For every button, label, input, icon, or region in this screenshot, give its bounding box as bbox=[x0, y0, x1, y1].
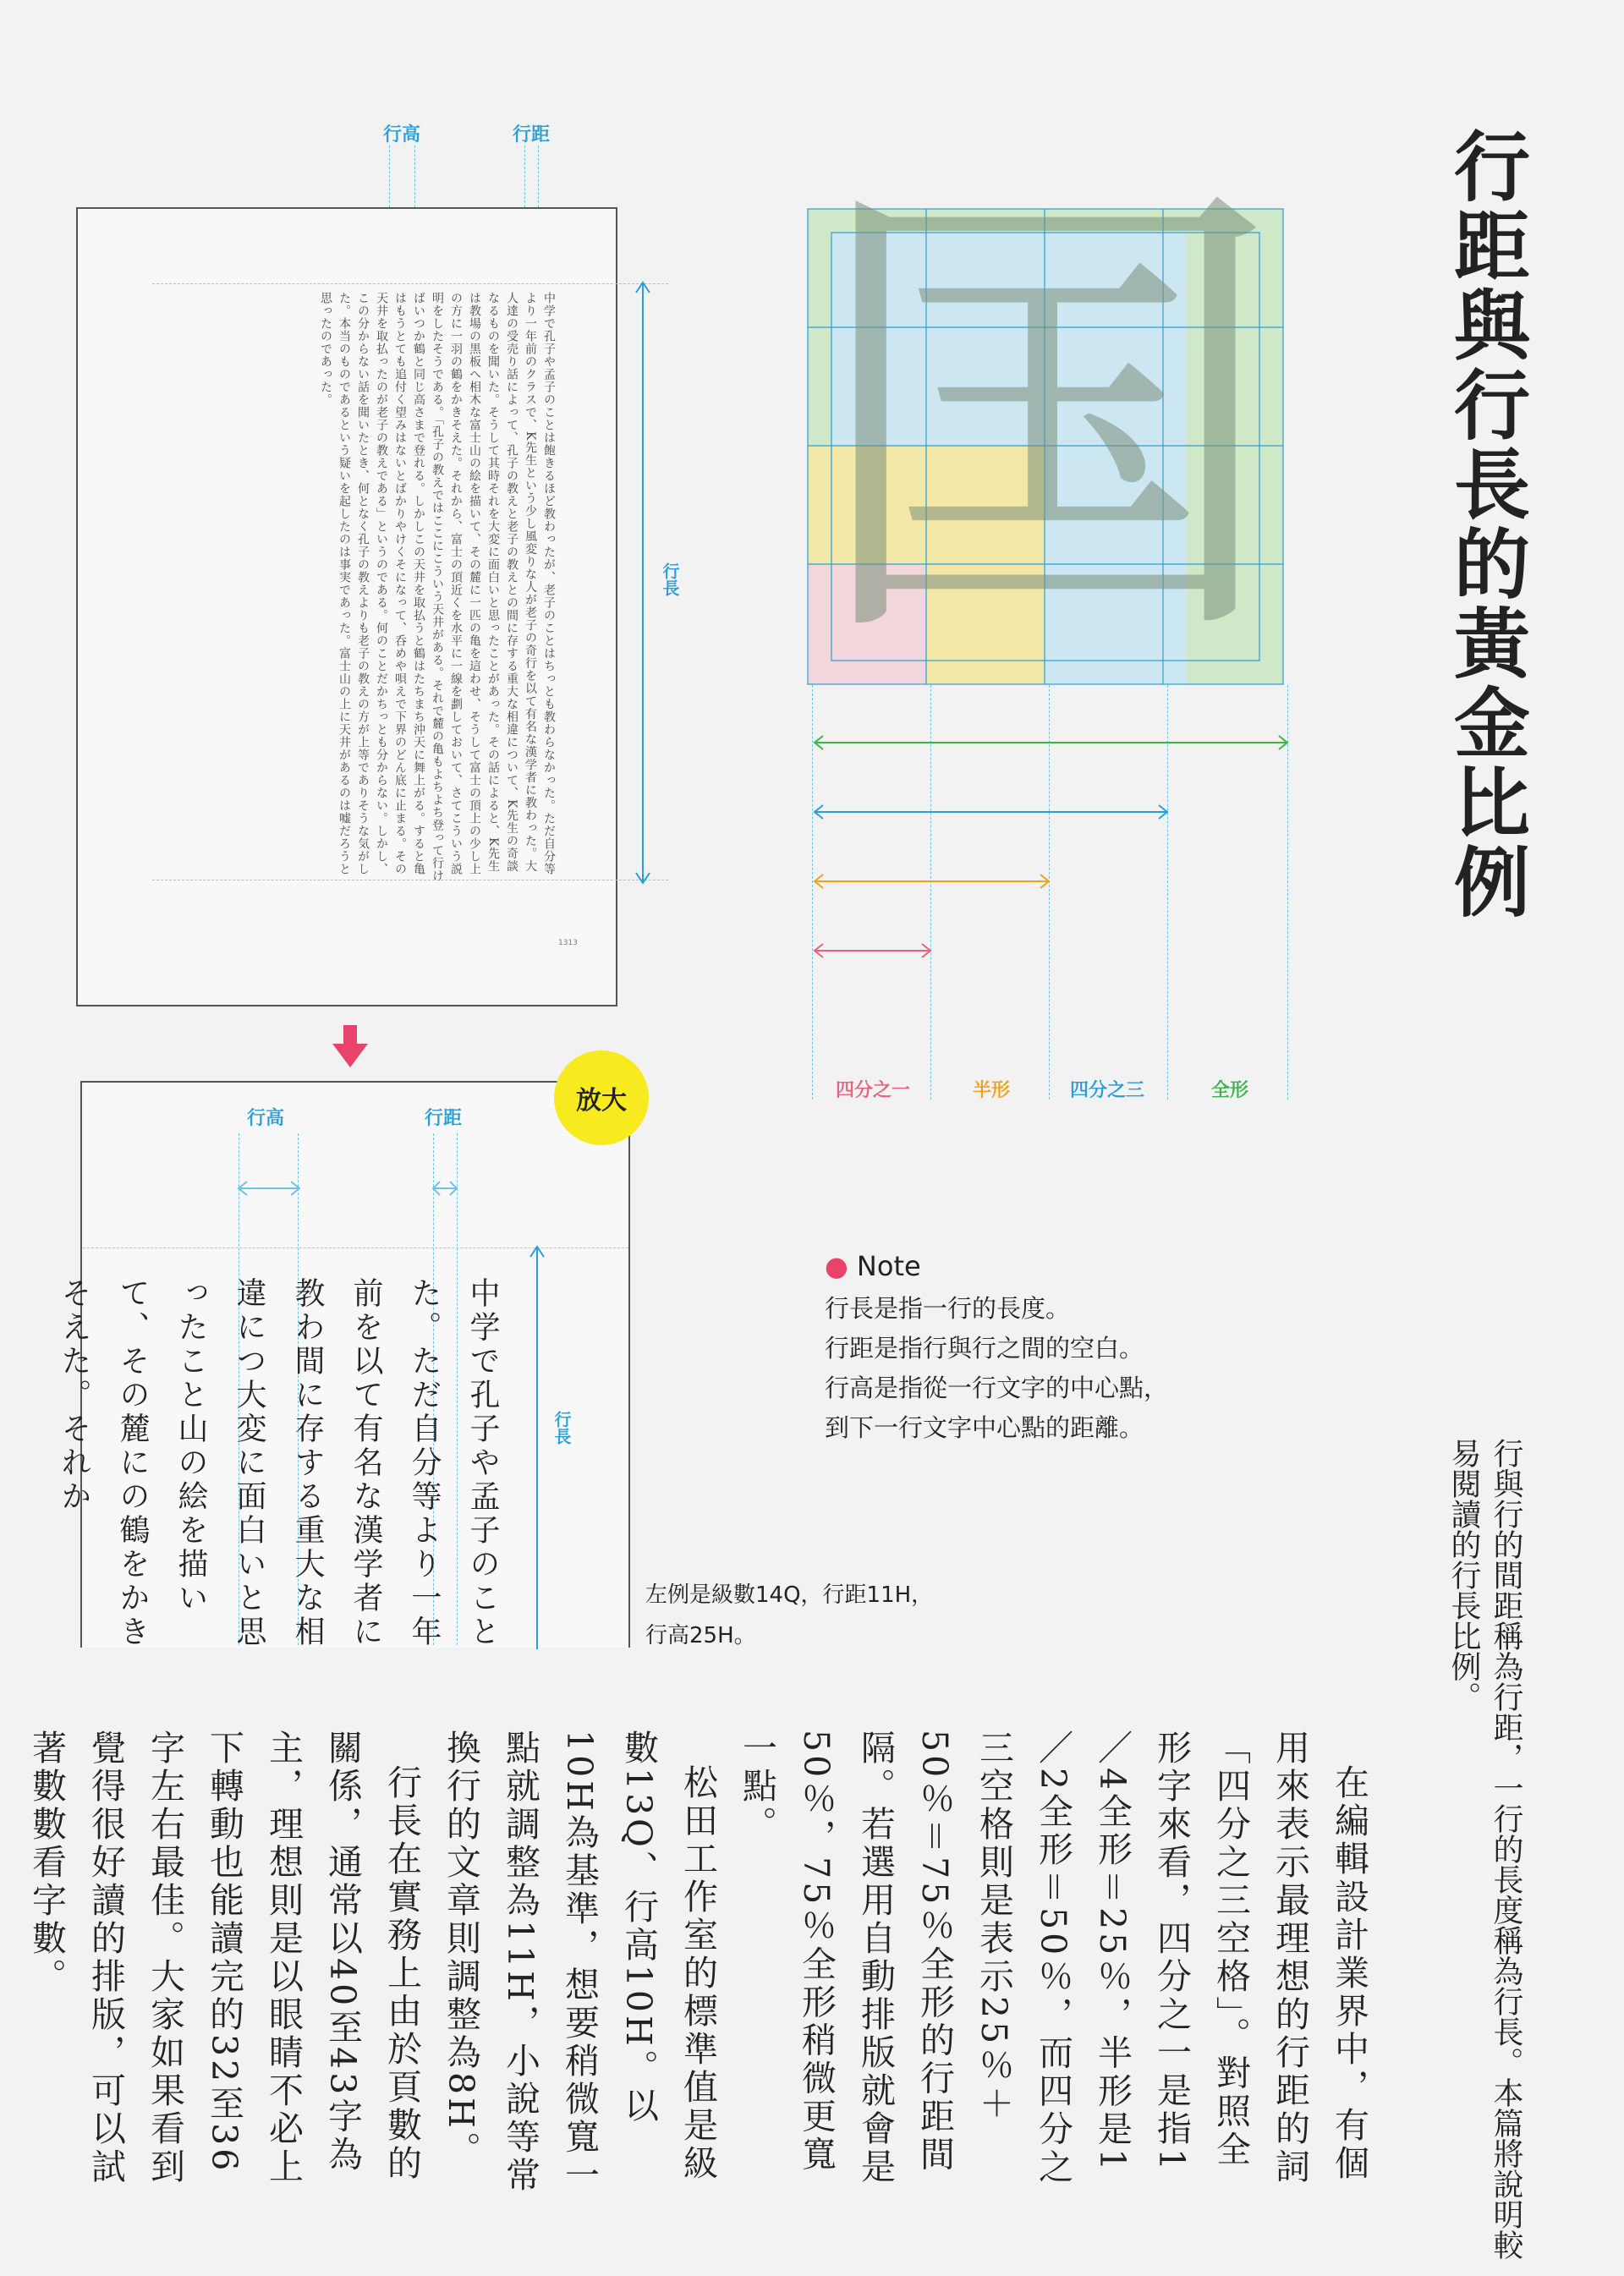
line-height-arrow bbox=[235, 1178, 303, 1198]
note-line: 行長是指一行的長度。 bbox=[825, 1294, 1071, 1323]
page-subtitle: 行與行的間距稱為行距，一行的長度稱為行長。本篇將說明較易閱讀的行長比例。 bbox=[1446, 1438, 1523, 2260]
sample-page-text: 中学で孔子や孟子のことは飽きるほど教わったが、老子のことはちっとも教わらなかった。ただ自分等より一年前のクラスで、K先生という少し風変りな人が老子の奇行を以て有名な漢学者に教わった。大人達の受売り話によって、孔子の教えと老子の教えとの間に存する重大な相違について、K先生の奇談なるものを聞いた。そうして其時それを大変に面白いと思ったことがあった。その話によると、K先生は教場の黒板へ相木な富士山の絵を描いて、その麓に一匹の亀を這わせ、そうして富士の頂上の少し上の方に一羽の鶴をかきそえた。それから、富士の頂近くを水平に一線を劃しておいて、さてこういう説明をしたそうである。「孔子の教えではここにこういう天井がある。それで麓の亀もよちよち登って行けばいつか鶴と同じ高さまで登れる。しかしこの天井を取払うと鶴はたちまち沖天に舞上がる。すると亀はもうとても追付く望みはないとばかりやけくそになって、呑めや唄えで下界のどん底に止まる。その天井を取払ったのが老子の教えである」というのである。何のことだかちっとも分からない。しかし、この分からない話を聞いたとき、何となく孔子の教えよりも老子の教えの方が上等でありそうな気がした。本当のものであるという疑いを起したのは事実であった。富士山の上に天井があるのは嘘だろうと思ったのであった。 bbox=[319, 292, 556, 882]
caption-line: 行高25H。 bbox=[645, 1623, 756, 1648]
line-length-arrow bbox=[524, 1243, 550, 1649]
zoomed-page-text: 中学で孔子や孟子のことた。ただ自分等より一年前を以て有名な漢学者に教わ間に存する重大な相違につ大変に面白いと思ったこと山の絵を描いて、その麓にの鶴をかきそえた。それか bbox=[57, 1277, 500, 1649]
page-number: 1313 bbox=[558, 939, 578, 947]
bullet-icon: ● bbox=[825, 1250, 848, 1282]
label-line-height: 行高 bbox=[383, 124, 421, 145]
label-line-height: 行高 bbox=[247, 1108, 285, 1129]
note-heading bbox=[825, 1250, 921, 1282]
body-text bbox=[26, 1730, 1379, 2203]
zoom-badge: 放大 bbox=[554, 1050, 649, 1145]
guide-line bbox=[152, 283, 668, 284]
label-line-length: 行長 bbox=[660, 562, 680, 596]
label-quarter: 四分之一 bbox=[836, 1080, 911, 1101]
note-heading-text: Note bbox=[856, 1250, 921, 1282]
page-title: 行距與行長的黃金比例 bbox=[1440, 127, 1529, 922]
label-line-length: 行長 bbox=[551, 1411, 572, 1445]
note-line: 到下一行文字中心點的距離。 bbox=[825, 1413, 1144, 1442]
body-paragraph: 行長在實務上由於頁數的關係，通常以40至43字為主，理想則是以眼睛不必上下轉動也能讀完的32至36字左右最佳。大家如果看到覺得很好讀的排版，可以試著數數看字數。 bbox=[26, 1730, 422, 2186]
body-paragraph: 在編輯設計業界中，有個用來表示最理想的行距的詞「四分之三空格」。對照全形字來看，四分之一是指1／4全形＝25％，半形是1／2全形＝50％，而四分之三空格則是表示25％＋50％＝75％全形的行距間隔。若選用自動排版就會是50％，75％全形稍微更寬一點。 bbox=[737, 1730, 1369, 2187]
label-half: 半形 bbox=[973, 1080, 1011, 1101]
glyph-grid-diagram bbox=[808, 146, 1283, 699]
label-line-spacing: 行距 bbox=[425, 1108, 463, 1129]
label-line-spacing: 行距 bbox=[513, 124, 551, 145]
figure-caption bbox=[645, 1575, 933, 1656]
note-line: 行高是指從一行文字的中心點， bbox=[825, 1374, 1169, 1402]
line-spacing-arrow bbox=[430, 1178, 460, 1198]
glyph-sample: 国 bbox=[809, 146, 1282, 699]
down-arrow-icon bbox=[332, 1025, 368, 1069]
label-three-quarter: 四分之三 bbox=[1070, 1080, 1145, 1101]
line-length-arrow bbox=[630, 279, 656, 888]
caption-line: 左例是級數14Q，行距11H， bbox=[645, 1582, 934, 1608]
body-paragraph: 松田工作室的標準值是級數13Q、行高10H。以10H為基準，想要稍微寬一點就調整為11H，小說等常換行的文章則調整為8H。 bbox=[441, 1730, 718, 2195]
note-line: 行距是指行與行之間的空白。 bbox=[825, 1334, 1144, 1363]
label-full: 全形 bbox=[1211, 1080, 1249, 1101]
width-arrows bbox=[808, 727, 1294, 964]
